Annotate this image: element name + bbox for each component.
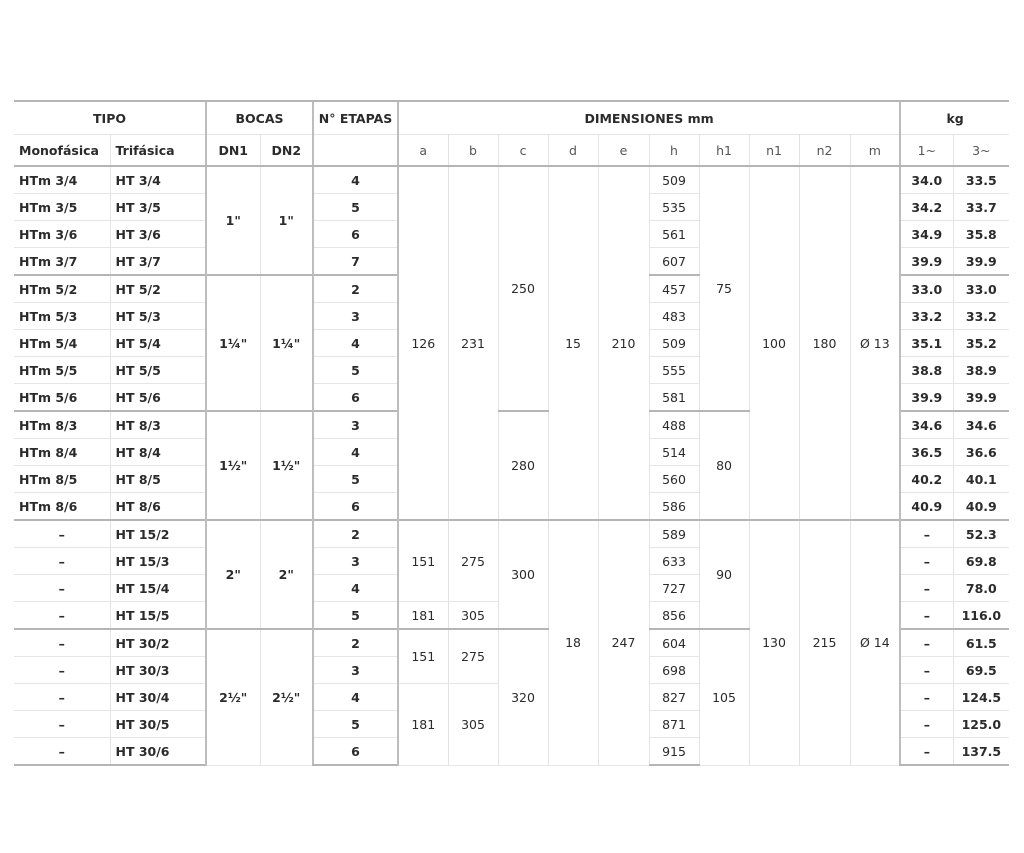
cell-dim-h: 488 [649, 411, 699, 439]
header-dim-a: a [398, 135, 448, 167]
cell-dim-h: 457 [649, 275, 699, 303]
cell-dim-h: 483 [649, 303, 699, 330]
cell-monofasica: HTm 5/6 [14, 384, 110, 412]
cell-dim-a: 151 [398, 520, 448, 602]
cell-dim-h: 560 [649, 466, 699, 493]
cell-etapas: 4 [313, 330, 398, 357]
cell-dn1: 1" [206, 166, 260, 275]
cell-kg3: 33.7 [953, 194, 1009, 221]
cell-kg3: 124.5 [953, 684, 1009, 711]
cell-kg3: 33.2 [953, 303, 1009, 330]
cell-trifasica: HT 3/4 [110, 166, 206, 194]
cell-etapas: 5 [313, 466, 398, 493]
cell-trifasica: HT 30/6 [110, 738, 206, 766]
cell-dim-h: 581 [649, 384, 699, 412]
header-dim-h: h [649, 135, 699, 167]
header-dimensiones: DIMENSIONES mm [398, 101, 900, 135]
cell-etapas: 4 [313, 575, 398, 602]
header-dim-e: e [598, 135, 649, 167]
cell-dim-h: 633 [649, 548, 699, 575]
cell-kg1: 39.9 [900, 384, 953, 412]
cell-trifasica: HT 30/5 [110, 711, 206, 738]
cell-dn2: 2" [260, 520, 313, 629]
cell-dim-n2: 180 [799, 166, 850, 520]
header-row-columns [14, 135, 1009, 167]
cell-dim-h1: 75 [699, 166, 749, 411]
cell-monofasica: – [14, 657, 110, 684]
cell-dim-h1: 105 [699, 629, 749, 765]
cell-kg1: 40.2 [900, 466, 953, 493]
cell-monofasica: – [14, 738, 110, 766]
cell-kg3: 40.1 [953, 466, 1009, 493]
cell-dim-h: 589 [649, 520, 699, 548]
cell-kg1: – [900, 629, 953, 657]
cell-trifasica: HT 5/3 [110, 303, 206, 330]
cell-kg3: 38.9 [953, 357, 1009, 384]
cell-kg3: 116.0 [953, 602, 1009, 630]
cell-kg1: – [900, 738, 953, 766]
table-row [14, 520, 1009, 548]
cell-trifasica: HT 15/5 [110, 602, 206, 630]
cell-kg3: 39.9 [953, 384, 1009, 412]
cell-kg3: 33.5 [953, 166, 1009, 194]
header-kg: kg [900, 101, 1009, 135]
cell-kg1: 35.1 [900, 330, 953, 357]
cell-kg1: 34.2 [900, 194, 953, 221]
cell-dim-h: 509 [649, 330, 699, 357]
cell-dim-h: 856 [649, 602, 699, 630]
cell-monofasica: – [14, 548, 110, 575]
cell-etapas: 3 [313, 548, 398, 575]
cell-dim-d: 18 [548, 520, 598, 765]
cell-dim-h: 727 [649, 575, 699, 602]
cell-dim-n1: 130 [749, 520, 799, 765]
header-dim-h1: h1 [699, 135, 749, 167]
cell-kg3: 69.8 [953, 548, 1009, 575]
cell-dn2: 1" [260, 166, 313, 275]
cell-monofasica: HTm 8/3 [14, 411, 110, 439]
cell-kg1: – [900, 602, 953, 630]
header-dim-b: b [448, 135, 498, 167]
cell-etapas: 5 [313, 357, 398, 384]
cell-dim-e: 247 [598, 520, 649, 765]
cell-etapas: 3 [313, 411, 398, 439]
cell-dim-b: 305 [448, 602, 498, 630]
cell-dim-n2: 215 [799, 520, 850, 765]
cell-dn1: 1½" [206, 411, 260, 520]
header-monofasica: Monofásica [14, 135, 110, 167]
header-dim-c: c [498, 135, 548, 167]
cell-dim-b: 305 [448, 684, 498, 766]
cell-dim-h1: 80 [699, 411, 749, 520]
cell-kg1: 33.0 [900, 275, 953, 303]
cell-kg1: 34.6 [900, 411, 953, 439]
cell-dim-h: 827 [649, 684, 699, 711]
cell-kg1: – [900, 520, 953, 548]
cell-dim-b: 275 [448, 629, 498, 684]
cell-kg1: 34.0 [900, 166, 953, 194]
cell-trifasica: HT 30/4 [110, 684, 206, 711]
cell-trifasica: HT 30/2 [110, 629, 206, 657]
cell-dn2: 1½" [260, 411, 313, 520]
cell-monofasica: – [14, 684, 110, 711]
cell-etapas: 4 [313, 439, 398, 466]
cell-dim-a: 181 [398, 602, 448, 630]
cell-trifasica: HT 15/4 [110, 575, 206, 602]
cell-trifasica: HT 3/6 [110, 221, 206, 248]
cell-trifasica: HT 8/5 [110, 466, 206, 493]
cell-monofasica: HTm 5/3 [14, 303, 110, 330]
cell-monofasica: HTm 8/6 [14, 493, 110, 521]
cell-monofasica: HTm 8/4 [14, 439, 110, 466]
cell-kg3: 69.5 [953, 657, 1009, 684]
cell-trifasica: HT 15/2 [110, 520, 206, 548]
cell-dim-m: Ø 14 [850, 520, 900, 765]
cell-monofasica: – [14, 711, 110, 738]
cell-kg1: 33.2 [900, 303, 953, 330]
cell-dim-h: 535 [649, 194, 699, 221]
cell-kg3: 61.5 [953, 629, 1009, 657]
header-etapas-blank [313, 135, 398, 167]
header-dn1: DN1 [206, 135, 260, 167]
cell-etapas: 4 [313, 166, 398, 194]
cell-monofasica: HTm 5/4 [14, 330, 110, 357]
cell-etapas: 2 [313, 520, 398, 548]
cell-etapas: 5 [313, 194, 398, 221]
header-row-groups [14, 101, 1009, 135]
cell-dim-h: 871 [649, 711, 699, 738]
cell-monofasica: HTm 5/2 [14, 275, 110, 303]
cell-dim-a: 181 [398, 684, 448, 766]
cell-kg3: 34.6 [953, 411, 1009, 439]
header-dim-n2: n2 [799, 135, 850, 167]
cell-dim-h: 698 [649, 657, 699, 684]
header-etapas: N° ETAPAS [313, 101, 398, 135]
cell-etapas: 6 [313, 221, 398, 248]
cell-dim-a: 151 [398, 629, 448, 684]
cell-etapas: 5 [313, 602, 398, 630]
cell-kg3: 52.3 [953, 520, 1009, 548]
cell-dim-e: 210 [598, 166, 649, 520]
cell-dim-h: 607 [649, 248, 699, 276]
cell-dim-h: 604 [649, 629, 699, 657]
cell-monofasica: – [14, 629, 110, 657]
cell-dim-m: Ø 13 [850, 166, 900, 520]
cell-dn1: 2" [206, 520, 260, 629]
cell-etapas: 3 [313, 657, 398, 684]
cell-etapas: 6 [313, 493, 398, 521]
cell-dim-c: 280 [498, 411, 548, 520]
header-kg1: 1~ [900, 135, 953, 167]
cell-monofasica: HTm 8/5 [14, 466, 110, 493]
cell-kg1: – [900, 684, 953, 711]
spec-table [14, 100, 1009, 766]
cell-monofasica: HTm 3/4 [14, 166, 110, 194]
header-kg3: 3~ [953, 135, 1009, 167]
cell-dn1: 2½" [206, 629, 260, 765]
cell-trifasica: HT 3/5 [110, 194, 206, 221]
cell-etapas: 2 [313, 275, 398, 303]
cell-kg3: 36.6 [953, 439, 1009, 466]
cell-trifasica: HT 30/3 [110, 657, 206, 684]
cell-dim-h: 509 [649, 166, 699, 194]
cell-trifasica: HT 8/6 [110, 493, 206, 521]
cell-kg3: 125.0 [953, 711, 1009, 738]
header-tipo: TIPO [14, 101, 206, 135]
cell-dim-h: 586 [649, 493, 699, 521]
cell-kg3: 33.0 [953, 275, 1009, 303]
cell-trifasica: HT 15/3 [110, 548, 206, 575]
cell-dim-b: 231 [448, 166, 498, 520]
cell-monofasica: – [14, 520, 110, 548]
header-trifasica: Trifásica [110, 135, 206, 167]
cell-dim-c: 320 [498, 629, 548, 765]
cell-dim-h: 561 [649, 221, 699, 248]
cell-dim-d: 15 [548, 166, 598, 520]
cell-kg1: 36.5 [900, 439, 953, 466]
cell-trifasica: HT 5/2 [110, 275, 206, 303]
cell-kg1: 34.9 [900, 221, 953, 248]
cell-kg1: – [900, 548, 953, 575]
cell-kg3: 35.2 [953, 330, 1009, 357]
cell-trifasica: HT 8/4 [110, 439, 206, 466]
header-dim-n1: n1 [749, 135, 799, 167]
cell-etapas: 5 [313, 711, 398, 738]
cell-etapas: 4 [313, 684, 398, 711]
cell-etapas: 6 [313, 738, 398, 766]
cell-monofasica: HTm 5/5 [14, 357, 110, 384]
cell-trifasica: HT 5/5 [110, 357, 206, 384]
cell-kg3: 78.0 [953, 575, 1009, 602]
header-dim-d: d [548, 135, 598, 167]
cell-etapas: 6 [313, 384, 398, 412]
cell-dim-h1: 90 [699, 520, 749, 629]
cell-dim-c: 300 [498, 520, 548, 629]
header-dn2: DN2 [260, 135, 313, 167]
cell-kg3: 40.9 [953, 493, 1009, 521]
cell-kg1: – [900, 711, 953, 738]
cell-dim-h: 915 [649, 738, 699, 766]
cell-trifasica: HT 5/4 [110, 330, 206, 357]
cell-dim-n1: 100 [749, 166, 799, 520]
cell-dim-b: 275 [448, 520, 498, 602]
cell-monofasica: HTm 3/6 [14, 221, 110, 248]
cell-kg1: – [900, 575, 953, 602]
table-row [14, 166, 1009, 194]
header-dim-m: m [850, 135, 900, 167]
cell-trifasica: HT 3/7 [110, 248, 206, 276]
cell-kg3: 35.8 [953, 221, 1009, 248]
cell-kg1: – [900, 657, 953, 684]
cell-dim-c: 250 [498, 166, 548, 411]
cell-dn2: 1¼" [260, 275, 313, 411]
cell-dn1: 1¼" [206, 275, 260, 411]
cell-etapas: 7 [313, 248, 398, 276]
cell-dim-a: 126 [398, 166, 448, 520]
cell-trifasica: HT 5/6 [110, 384, 206, 412]
cell-monofasica: – [14, 575, 110, 602]
cell-kg1: 38.8 [900, 357, 953, 384]
cell-etapas: 2 [313, 629, 398, 657]
cell-monofasica: HTm 3/5 [14, 194, 110, 221]
cell-etapas: 3 [313, 303, 398, 330]
cell-trifasica: HT 8/3 [110, 411, 206, 439]
header-bocas: BOCAS [206, 101, 313, 135]
cell-kg1: 39.9 [900, 248, 953, 276]
cell-kg3: 137.5 [953, 738, 1009, 766]
cell-dn2: 2½" [260, 629, 313, 765]
cell-dim-h: 514 [649, 439, 699, 466]
cell-monofasica: HTm 3/7 [14, 248, 110, 276]
cell-dim-h: 555 [649, 357, 699, 384]
cell-kg3: 39.9 [953, 248, 1009, 276]
cell-kg1: 40.9 [900, 493, 953, 521]
cell-monofasica: – [14, 602, 110, 630]
